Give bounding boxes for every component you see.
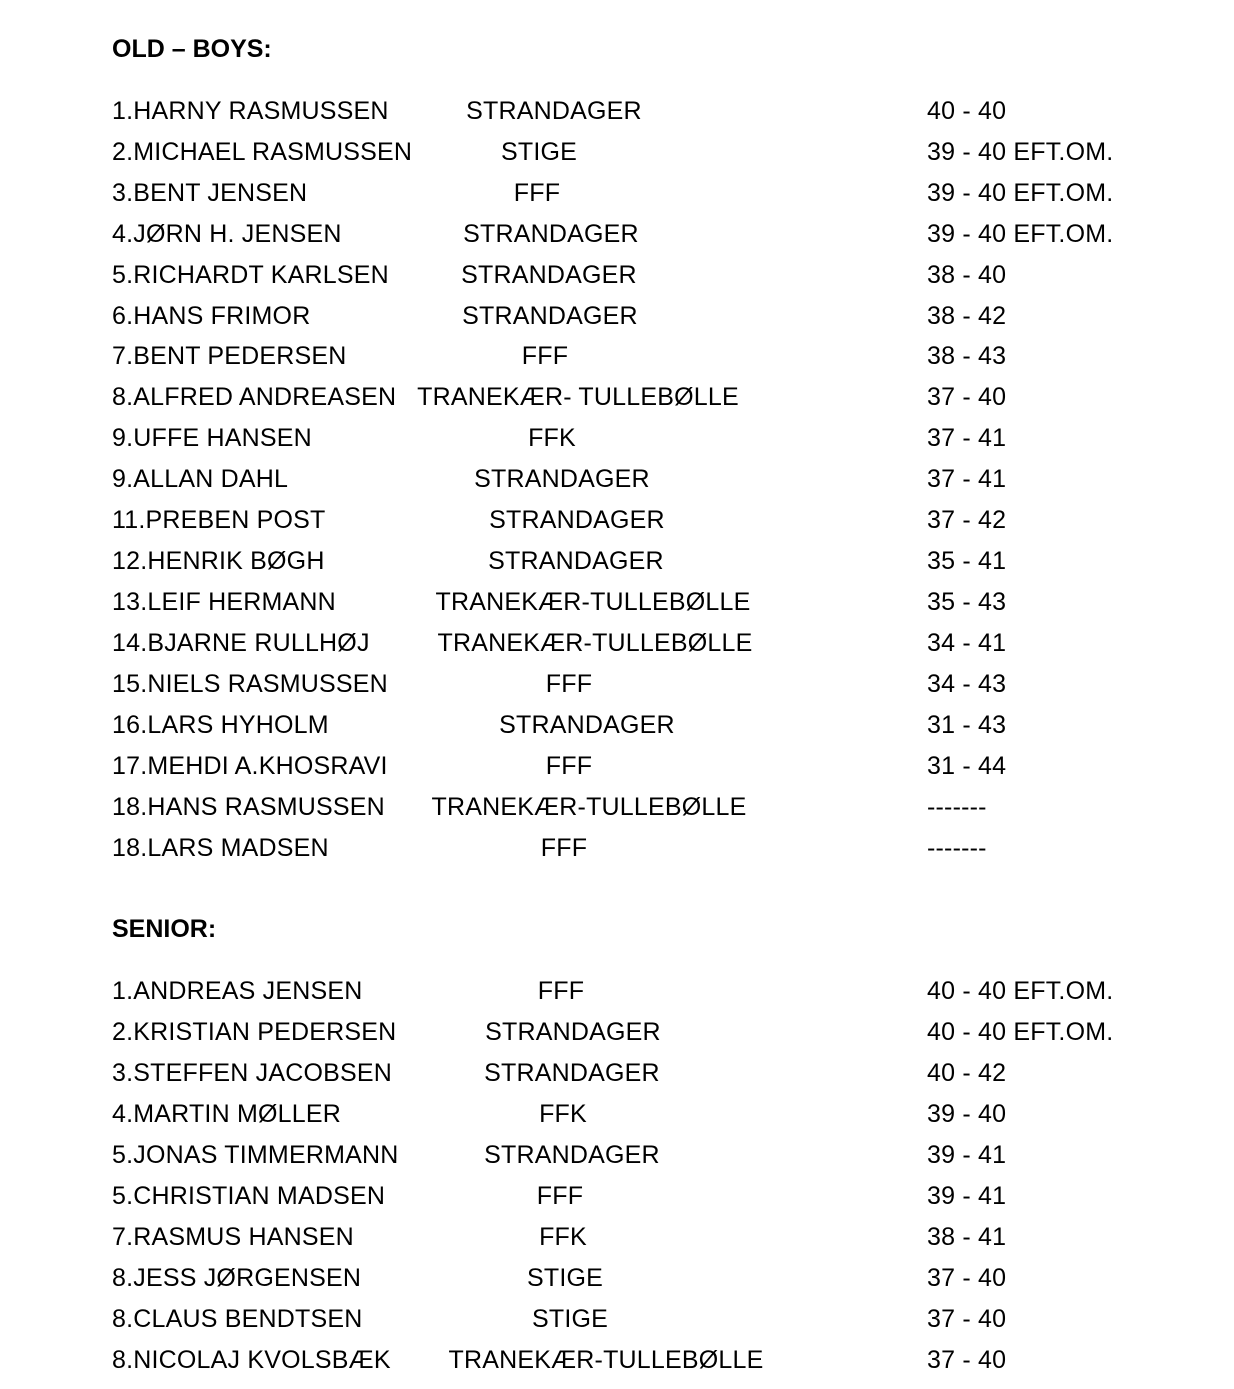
player-name: 1.ANDREAS JENSEN [112,977,363,1005]
score: 38 - 41 [927,1223,1007,1251]
score: 38 - 43 [927,342,1007,370]
club-name: STRANDAGER [466,97,642,125]
club-name: FFF [540,834,588,862]
player-name: 9.ALLAN DAHL [112,465,289,493]
result-row [0,175,1234,211]
result-row [0,502,1234,538]
result-row [0,1096,1234,1132]
player-name: 16.LARS HYHOLM [112,711,329,739]
score: 37 - 40 [927,1346,1007,1374]
score: 40 - 40 EFT.OM. [927,1018,1114,1046]
result-row [0,1137,1234,1173]
result-row [0,1178,1234,1214]
club-name: STIGE [531,1305,609,1333]
score: 31 - 44 [927,752,1007,780]
score: 39 - 41 [927,1141,1007,1169]
club-name: TRANEKÆR-TULLEBØLLE [435,588,751,616]
result-row [0,1301,1234,1337]
player-name: 5.CHRISTIAN MADSEN [112,1182,386,1210]
club-name: FFF [545,670,593,698]
result-row [0,134,1234,170]
player-name: 4.MARTIN MØLLER [112,1100,341,1128]
result-row [0,1014,1234,1050]
club-name: FFF [537,977,585,1005]
result-row [0,748,1234,784]
result-row [0,216,1234,252]
result-row [0,93,1234,129]
player-name: 8.ALFRED ANDREASEN [112,383,397,411]
club-name: STRANDAGER [462,302,638,330]
player-name: 9.UFFE HANSEN [112,424,312,452]
player-name: 8.NICOLAJ KVOLSBÆK [112,1346,391,1374]
result-row [0,1342,1234,1378]
player-name: 8.JESS JØRGENSEN [112,1264,362,1292]
player-name: 5.JONAS TIMMERMANN [112,1141,399,1169]
result-row [0,1260,1234,1296]
score: 37 - 41 [927,424,1007,452]
result-row [0,584,1234,620]
score: 38 - 42 [927,302,1007,330]
score: 37 - 40 [927,383,1007,411]
result-row [0,707,1234,743]
result-row [0,1219,1234,1255]
player-name: 18.LARS MADSEN [112,834,329,862]
player-name: 11.PREBEN POST [112,506,326,534]
score: 35 - 41 [927,547,1007,575]
club-name: FFK [539,1223,587,1251]
score: 40 - 40 EFT.OM. [927,977,1114,1005]
result-row [0,298,1234,334]
score: 37 - 42 [927,506,1007,534]
score: 39 - 40 EFT.OM. [927,138,1114,166]
club-name: TRANEKÆR-TULLEBØLLE [437,629,753,657]
score: 39 - 40 EFT.OM. [927,220,1114,248]
player-name: 3.STEFFEN JACOBSEN [112,1059,393,1087]
score: 40 - 42 [927,1059,1007,1087]
player-name: 13.LEIF HERMANN [112,588,336,616]
player-name: 5.RICHARDT KARLSEN [112,261,389,289]
result-row [0,379,1234,415]
club-name: STRANDAGER [484,1059,660,1087]
score: 34 - 43 [927,670,1007,698]
club-name: STRANDAGER [489,506,665,534]
result-row [0,666,1234,702]
player-name: 6.HANS FRIMOR [112,302,311,330]
club-name: STRANDAGER [461,261,637,289]
club-name: STRANDAGER [463,220,639,248]
score: 37 - 40 [927,1264,1007,1292]
player-name: 14.BJARNE RULLHØJ [112,629,370,657]
club-name: TRANEKÆR- TULLEBØLLE [417,383,739,411]
section-title-old-boys: OLD – BOYS: [112,35,272,63]
player-name: 4.JØRN H. JENSEN [112,220,342,248]
player-name: 7.BENT PEDERSEN [112,342,347,370]
score: 37 - 41 [927,465,1007,493]
club-name: STRANDAGER [474,465,650,493]
score: 34 - 41 [927,629,1007,657]
result-row [0,973,1234,1009]
club-name: FFF [545,752,593,780]
result-row [0,1055,1234,1091]
result-row [0,257,1234,293]
result-row [0,543,1234,579]
club-name: STRANDAGER [484,1141,660,1169]
score: 31 - 43 [927,711,1007,739]
club-name: FFF [513,179,561,207]
club-name: STRANDAGER [499,711,675,739]
club-name: STRANDAGER [485,1018,661,1046]
score: 39 - 40 EFT.OM. [927,179,1114,207]
club-name: FFF [521,342,569,370]
player-name: 3.BENT JENSEN [112,179,308,207]
score: 39 - 41 [927,1182,1007,1210]
club-name: STRANDAGER [488,547,664,575]
club-name: STIGE [500,138,578,166]
player-name: 2.KRISTIAN PEDERSEN [112,1018,397,1046]
club-name: FFK [528,424,576,452]
result-row [0,338,1234,374]
player-name: 17.MEHDI A.KHOSRAVI [112,752,388,780]
club-name: FFF [536,1182,584,1210]
club-name: TRANEKÆR-TULLEBØLLE [448,1346,764,1374]
player-name: 7.RASMUS HANSEN [112,1223,354,1251]
result-row [0,625,1234,661]
club-name: TRANEKÆR-TULLEBØLLE [431,793,747,821]
player-name: 18.HANS RASMUSSEN [112,793,385,821]
score: 38 - 40 [927,261,1007,289]
player-name: 15.NIELS RASMUSSEN [112,670,388,698]
player-name: 8.CLAUS BENDTSEN [112,1305,363,1333]
player-name: 1.HARNY RASMUSSEN [112,97,389,125]
result-row [0,789,1234,825]
section-title-senior: SENIOR: [112,915,217,943]
club-name: STIGE [526,1264,604,1292]
score: 39 - 40 [927,1100,1007,1128]
player-name: 2.MICHAEL RASMUSSEN [112,138,413,166]
score: 40 - 40 [927,97,1007,125]
result-row [0,830,1234,866]
score: 35 - 43 [927,588,1007,616]
result-row [0,420,1234,456]
player-name: 12.HENRIK BØGH [112,547,325,575]
score: 37 - 40 [927,1305,1007,1333]
score: ------- [927,793,987,821]
result-row [0,461,1234,497]
score: ------- [927,834,987,862]
club-name: FFK [539,1100,587,1128]
